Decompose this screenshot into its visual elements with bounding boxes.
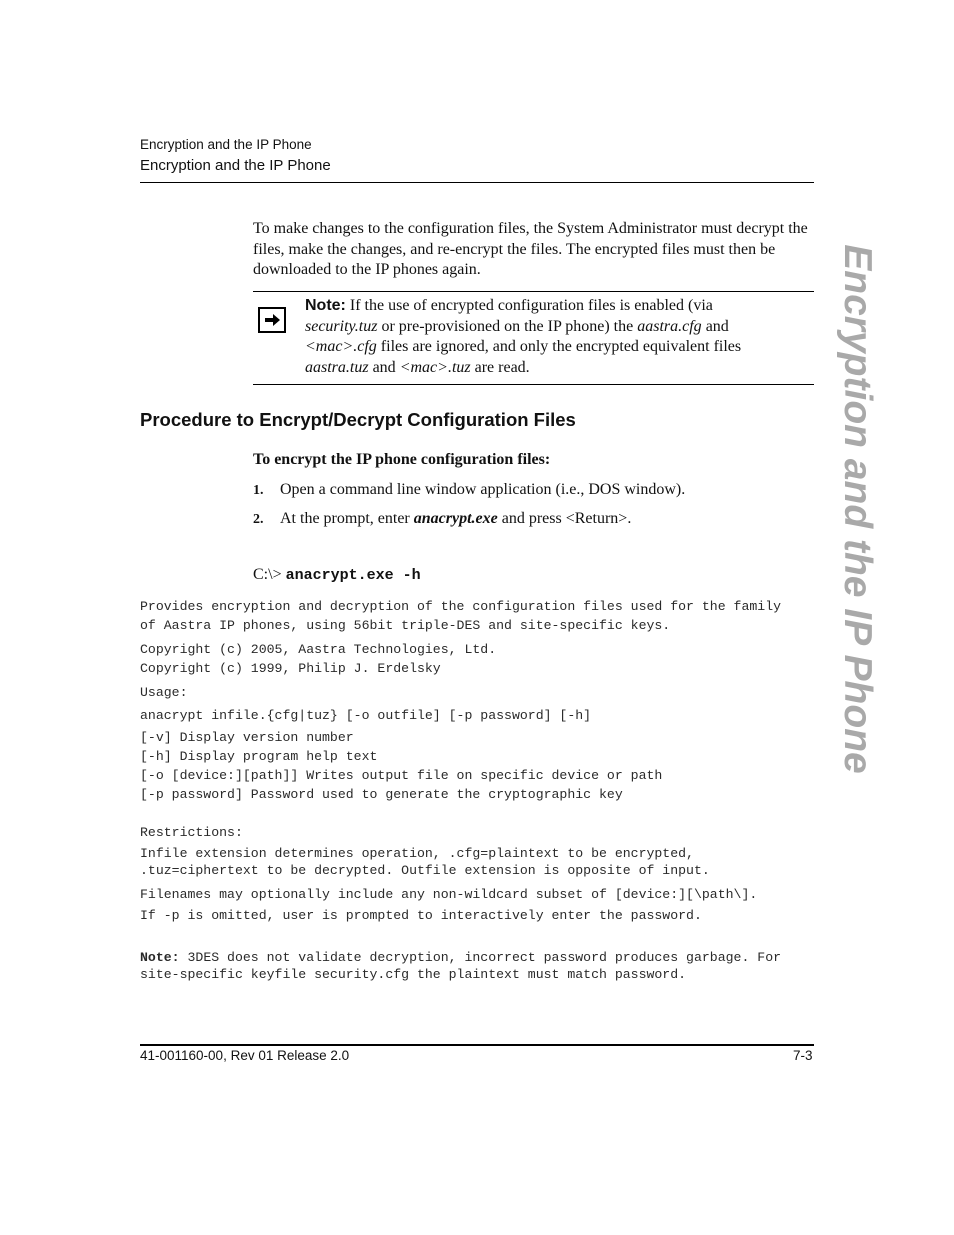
side-chapter-tab: Encryption and the IP Phone [836,244,879,774]
step-number: 2. [253,512,264,527]
footer-rule [140,1044,814,1046]
code-line: Infile extension determines operation, .cfg=plaintext to be encrypted, [140,846,694,861]
footer-doc-id: 41-001160-00, Rev 01 Release 2.0 [140,1048,350,1063]
output-restrictions-label: Restrictions: [140,825,243,840]
step-number: 1. [253,483,264,498]
code-line: 3DES does not validate decryption, incorrect password produces garbage. For [179,950,782,965]
page-number: 7-3 [793,1048,813,1063]
note-text: or pre-provisioned on the IP phone) the [377,317,638,335]
arrow-right-icon [258,307,286,333]
filename: <mac>.tuz [399,358,471,376]
intro-line: To make changes to the configuration files, the System Administrator must [253,220,733,237]
note-text: and [368,358,400,376]
code-line: Provides encryption and decryption of the configuration files used for the family [140,599,782,614]
output-usage-label: Usage: [140,685,188,700]
note-text: files are ignored, and only the encrypted equivalent files [376,338,742,355]
output-restrictions-more [140,884,757,926]
command-text: anacrypt.exe -h [285,567,421,584]
code-line: Copyright (c) 2005, Aastra Technologies, Ltd. [140,642,497,657]
filename: aastra.tuz [305,358,369,376]
step-text: At the prompt, enter [280,510,414,527]
note-text: are read. [470,358,530,376]
output-copyright [140,640,496,678]
code-line: site-specific keyfile security.cfg the plaintext must match password. [140,967,687,982]
note-rule-top [253,291,814,292]
code-line: [-o [device:][path]] Writes output file on specific device or path [140,768,663,783]
output-options [140,728,662,804]
filename: <mac>.cfg [305,338,377,355]
intro-line: must then be downloaded to the IP phones again. [253,240,776,278]
output-note [140,949,781,983]
filename: aastra.cfg [637,317,702,335]
output-restrictions [140,845,710,879]
section-heading: Procedure to Encrypt/Decrypt Configuration Files [140,409,576,430]
step-text: Open a command line window application (i.e., DOS window). [280,481,686,498]
procedure-subheading: To encrypt the IP phone configuration files: [253,451,551,468]
code-line: If -p is omitted, user is prompted to interactively enter the password. [140,908,702,923]
output-description [140,597,781,635]
code-line: Filenames may optionally include any non-wildcard subset of [device:][\path\]. [140,887,758,902]
note-text: If the use of encrypted configuration files is enabled (via [345,297,713,314]
running-header-chapter: Encryption and the IP Phone [140,137,312,152]
step-item [253,510,631,528]
note-box [305,296,805,378]
output-usage-line: anacrypt infile.{cfg|tuz} [-o outfile] [-p password] [-h] [140,708,592,723]
filename: security.tuz [305,317,378,335]
running-header-section: Encryption and the IP Phone [140,157,331,174]
note-text: and [701,317,729,335]
prompt-text: C:\> [253,566,282,583]
code-line: [-v] Display version number [140,730,354,745]
command-prompt [253,566,421,584]
note-rule-bottom [253,384,814,385]
step-text: and press <Return>. [497,510,632,527]
intro-paragraph [253,219,813,281]
code-line: [-p password] Password used to generate the cryptographic key [140,787,623,802]
code-line: of Aastra IP phones, using 56bit triple-DES and site-specific keys. [140,618,671,633]
command-name: anacrypt.exe [413,510,498,527]
code-line: [-h] Display program help text [140,749,378,764]
code-line: .tuz=ciphertext to be decrypted. Outfile extension is opposite of input. [140,863,710,878]
note-label: Note: [305,297,346,314]
code-line: Copyright (c) 1999, Philip J. Erdelsky [140,661,441,676]
step-item [253,481,685,499]
code-note-label: Note: [140,950,180,965]
header-rule [140,182,814,183]
intro-line: decrypt the files, make the changes, and re-encrypt the files. The encrypted files [253,220,808,258]
